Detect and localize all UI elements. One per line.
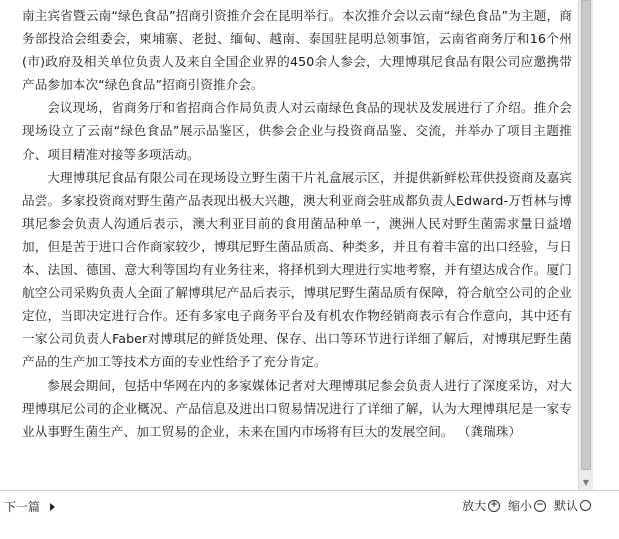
zoom-in-button[interactable]: [462, 497, 500, 514]
article-paragraph: 参展会期间，包括中华网在内的多家媒体记者对大理博琪尼参会负责人进行了深度采访，对大理博琪尼公司的企业概况、产品信息及进出口贸易情况进行了详细了解，认为大理博琪尼是一家专业从事野生菌生产、加工贸易的企业，未来在国内市场将有巨大的发展空间。 （龚瑞珠）: [22, 377, 572, 439]
bottom-toolbar: [0, 490, 619, 539]
default-size-button[interactable]: [554, 497, 591, 514]
text-size-controls: [462, 497, 591, 514]
zoom-out-label[interactable]: 缩小: [507, 499, 532, 513]
right-gutter: [593, 0, 619, 490]
zoom-out-button[interactable]: [508, 497, 546, 514]
zoom-in-icon[interactable]: +: [488, 500, 500, 512]
vertical-scrollbar[interactable]: [578, 0, 593, 490]
scroll-down-arrow-icon[interactable]: ▼: [582, 477, 590, 487]
default-size-icon[interactable]: [580, 500, 591, 511]
zoom-in-label[interactable]: 放大: [461, 499, 486, 513]
article-paragraph: 大理博琪尼食品有限公司在现场设立野生菌干片礼盒展示区，并提供新鲜松茸供投资商及嘉宾品尝。多家投资商对野生菌产品表现出极大兴趣，澳大利亚商会驻成都负责人Edward-万哲林与博琪尼参会负责人沟通后表示，澳大利亚目前的食用菌品种单一，澳洲人民对野生菌需求量日益增加，但是苦于进口合作商家较少，博琪尼野生菌品质高、种类多，并且有着丰富的出口经验，与日本、法国、德国、意大利等国均有业务往来，将择机到大理进行实地考察，并有望达成合作。厦门航空公司采购负责人全面了解博琪尼产品后表示，博琪尼野生菌品质有保障，符合航空公司的企业定位，当即决定进行合作。还有多家电子商务平台及有机农作物经销商表示有合作意向，其中还有一家公司负责人Faber对博琪尼的鲜货处理、保存、出口等环节进行详细了解后，对博琪尼野生菌产品的生产加工等技术方面的专业性给予了充分肯定。: [22, 169, 572, 370]
next-article-label[interactable]: 下一篇: [4, 500, 41, 514]
next-article-link[interactable]: [4, 498, 55, 515]
article-paragraph: 会议现场，省商务厅和省招商合作局负责人对云南绿色食品的现状及发展进行了介绍。推介会现场设立了云南“绿色食品”展示品鉴区，供参会企业与投资商品鉴、交流，并举办了项目主题推介、项目精准对接等多项活动。: [22, 100, 572, 162]
default-size-label[interactable]: 默认: [553, 499, 578, 513]
zoom-out-icon[interactable]: −: [534, 500, 546, 512]
article-paragraph: 南主宾省暨云南“绿色食品”招商引资推介会在昆明举行。本次推介会以云南“绿色食品”为主题，商务部投洽会组委会，柬埔寨、老挝、缅甸、越南、泰国驻昆明总领事馆，云南省商务厅和16个州(市)政府及相关单位负责人及来自全国企业界的450余人参会，大理博琪尼食品有限公司应邀携带产品参加本次“绿色食品”招商引资推介会。: [22, 8, 572, 93]
right-arrow-icon[interactable]: [50, 503, 55, 511]
scrollbar-thumb[interactable]: [581, 0, 591, 470]
